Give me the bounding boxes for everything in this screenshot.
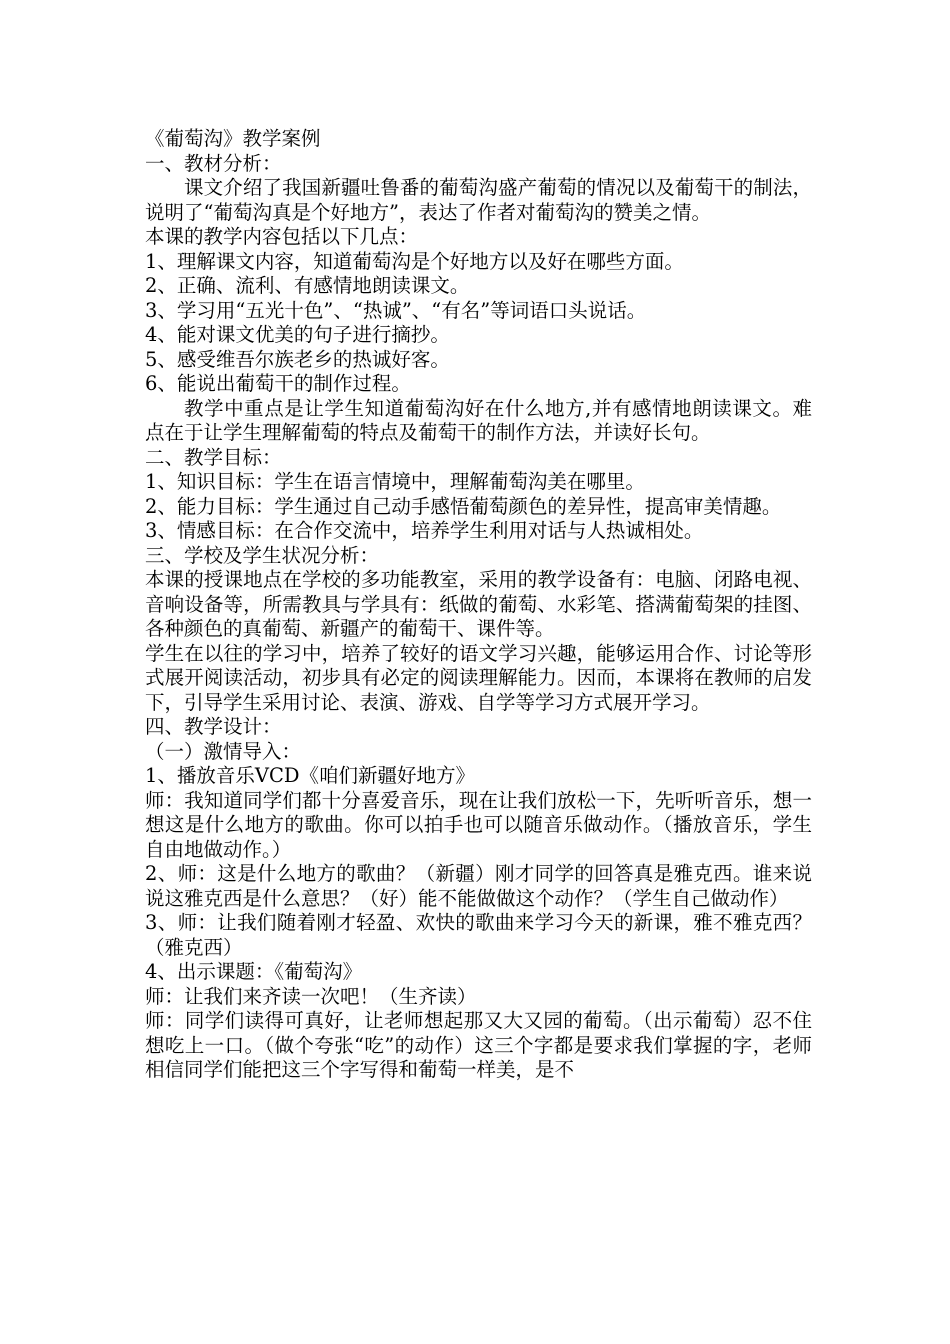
document-title: 《葡萄沟》教学案例: [145, 127, 321, 150]
paragraph: 本课的授课地点在学校的多功能教室，采用的教学设备有：电脑、闭路电视、音响设备等，所需教具与学具有：纸做的葡萄、水彩笔、搭满葡萄架的挂图、各种颜色的真葡萄、新疆产的葡萄干、课件等。: [145, 568, 812, 640]
list-item: 1、理解课文内容，知道葡萄沟是个好地方以及好在哪些方面。: [145, 249, 684, 273]
paragraph: 课文介绍了我国新疆吐鲁番的葡萄沟盛产葡萄的情况以及葡萄干的制法，说明了“葡萄沟真是个好地方”，表达了作者对葡萄沟的赞美之情。: [145, 176, 812, 224]
list-item: 1、播放音乐VCD《咱们新疆好地方》: [145, 764, 476, 787]
list-item: 2、正确、流利、有感情地朗读课文。: [145, 274, 470, 297]
paragraph: 本课的教学内容包括以下几点：: [145, 225, 419, 248]
paragraph: 师：我知道同学们都十分喜爱音乐，现在让我们放松一下，先听听音乐，想一想这是什么地方的歌曲。你可以拍手也可以随音乐做动作。（播放音乐，学生自由地做动作。）: [145, 788, 812, 861]
section-heading: 三、学校及学生状况分析：: [145, 543, 380, 567]
section-heading: 二、教学目标：: [145, 445, 282, 469]
section-heading: 四、教学设计：: [145, 715, 282, 738]
section-heading: 一、教材分析：: [145, 151, 282, 175]
paragraph: 教学中重点是让学生知道葡萄沟好在什么地方,并有感情地朗读课文。难点在于让学生理解葡萄的特点及葡萄干的制作方法，并读好长句。: [145, 396, 812, 444]
list-item: 3、情感目标：在合作交流中，培养学生利用对话与人热诚相处。: [145, 519, 704, 542]
paragraph: 师：同学们读得可真好，让老师想起那又大又园的葡萄。（出示葡萄）忍不住想吃上一口。（做个夸张“吃”的动作）这三个字都是要求我们掌握的字，老师相信同学们能把这三个字写得和葡萄一样美，是不: [145, 1009, 812, 1081]
list-item: 4、能对课文优美的句子进行摘抄。: [145, 323, 450, 346]
list-item: 3、师：让我们随着刚才轻盈、欢快的歌曲来学习今天的新课，雅不雅克西？（雅克西）: [145, 911, 812, 959]
list-item: 5、感受维吾尔族老乡的热诚好客。: [145, 347, 450, 371]
list-item: 2、师：这是什么地方的歌曲？（新疆）刚才同学的回答真是雅克西。谁来说说这雅克西是什么意思？（好）能不能做做这个动作？（学生自己做动作）: [145, 862, 812, 910]
list-item: 4、出示课题：《葡萄沟》: [145, 960, 363, 983]
list-item: 2、能力目标：学生通过自己动手感悟葡萄颜色的差异性，提高审美情趣。: [145, 494, 782, 518]
list-item: 3、学习用“五光十色”、“热诚”、“有名”等词语口头说话。: [145, 298, 647, 322]
subsection-heading: （一）激情导入：: [145, 739, 302, 763]
paragraph: 学生在以往的学习中，培养了较好的语文学习兴趣，能够运用合作、讨论等形式展开阅读活动，初步具有必定的阅读理解能力。因而，本课将在教师的启发下，引导学生采用讨论、表演、游戏、自学等学习方式展开学习。: [145, 641, 812, 714]
list-item: 6、能说出葡萄干的制作过程。: [145, 372, 411, 395]
list-item: 1、知识目标：学生在语言情境中，理解葡萄沟美在哪里。: [145, 470, 645, 493]
document-body: [145, 127, 812, 1083]
paragraph: 师：让我们来齐读一次吧！（生齐读）: [145, 984, 477, 1008]
